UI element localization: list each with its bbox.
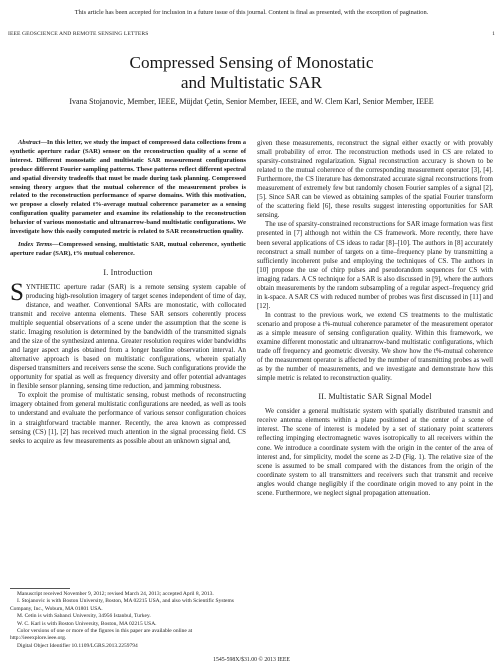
first-page-footnote [10,588,246,650]
intro-paragraph-1-text: YNTHETIC aperture radar (SAR) is a remote sensing system capable of producing high-resolution imagery of target scenes independent of time of day, distance, and weather. Conventional SARs are monostatic, with collocated transmit and receive antenna elements. These SAR sensors coherently process multiple sequential observations of a scene under the assumption that the scene is static. Imaging resolution is determined by the bandwidth of the transmitted signals and the size of the synthesized antenna. Greater resolution requires wider bandwidths and larger aspect angles obtained from a longer baseline observation interval. An alternative approach is based on multistatic configurations, wherein spatially dispersed transmitters and receivers sense the scene. Such configurations provide the opportunity for spatial as well as frequency diversity and offer potential advantages in flexible sensor planning, sensing time reduction, and jamming robustness. [10,283,246,391]
drop-cap: S [10,278,24,306]
right-column [257,139,493,498]
index-terms [10,241,246,259]
intro-paragraph-3: given these measurements, reconstruct the signal either exactly or with provably small probability of error. The reconstruction methods used in CS are related to sparsity-constrained regularization. Signal reconstruction accuracy is shown to be related to the mutual coherence of the corresponding measurement operator [3], [4]. Furthermore, the CS literature has demonstrated accurate signal reconstructions from measurement of extremely few but randomly chosen Fourier samples of a signal [2], [5]. Since SAR can be viewed as obtaining samples of the spatial Fourier transform of the scattering field [6], these results suggest interesting opportunities for SAR sensing. [257,140,493,220]
footnote-color-versions: Color versions of one or more of the figures in this paper are available online at http://ieeexplore.ieee.org. [10,628,193,642]
journal-name: IEEE GEOSCIENCE AND REMOTE SENSING LETTERS [8,31,149,37]
footnote-author-3: W. C. Karl is with Boston University, Boston, MA 02215 USA. [17,620,157,627]
signal-model-paragraph-1: We consider a general multistatic system with spatially distributed transmit and receive antenna elements within a plane positioned at the center of a scene of interest. The scene of interest is modeled by a set of stationary point scatterers reflecting impinging electromagnetic waves isotropically to all receivers within the cone. We introduce a coordinate system with the origin in the center of the area of interest and, for simplicity, model the scene as 2-D (Fig. 1). The relative size of the scene is assumed to be small compared with the distances from the origin of the coordinate system to all transmitters and receivers such that transmit and receive angles would change negligibly if the coordinate origin moved to any point in the scene. Furthermore, we neglect signal propagation attenuation. [257,408,493,497]
footnote-rule [10,588,70,589]
intro-paragraph-1 [10,278,246,392]
left-column [10,139,246,446]
abstract [10,139,246,237]
copyright-footer: 1545-598X/$31.00 © 2013 IEEE [213,657,290,663]
footnote-manuscript: Manuscript received November 9, 2012; revised March 24, 2013; accepted April 8, 2013. [17,591,214,597]
footnote-author-2: M. Cetin is with Sabanci University, 34956 Istanbul, Turkey. [17,613,151,620]
section-heading-introduction: I. Introduction [103,267,153,277]
page-number: 1 [492,31,495,37]
title-line-2: and Multistatic SAR [180,73,323,92]
section-heading-signal-model: II. Multistatic SAR Signal Model [318,392,432,402]
intro-paragraph-4: The use of sparsity-constrained reconstructions for SAR image formation was first presented in [7] although not within the CS framework. More recently, there have been several applications of CS ideas to radar [8]–[10]. The authors in [8] accurately reconstruct a small number of targets on a time–frequency plane by transmitting a sufficiently incoherent pulse and employing the techniques of CS. The authors in [10] propose the use of chirp pulses and pseudorandom sequences for CS with imaging radars. A CS technique for a SAR is also discussed in [9], where the authors obtain measurements by the random subsampling of a regular aspect–frequency grid in k-space. A SAR CS with reduced number of probes was first discussed in [11] and [12]. [257,221,493,310]
paper-title [0,53,503,93]
running-head [8,31,495,37]
intro-paragraph-2: To exploit the promise of multistatic sensing, robust methods of reconstructing imagery obtained from general multistatic configurations are needed, as well as tools to understand and evaluate the performance of various sensor configuration choices in a straightforward tractable manner. Recently, the area known as compressed sensing (CS) [1], [2] has received much attention in the signal processing field. CS seeks to acquire as few measurements as possible about an unknown signal and, [10,392,246,445]
title-line-1: Compressed Sensing of Monostatic [129,53,374,72]
footnote-author-1: I. Stojanovic is with Boston University, Boston, MA 02215 USA, and also with Scientific Systems Company, Inc., Woburn, MA 01801 USA. [10,598,234,612]
index-terms-text: —Compressed sensing, multistatic SAR, mutual coherence, synthetic aperture radar (SAR), t% mutual coherence. [10,240,247,257]
abstract-text: —In this letter, we study the impact of compressed data collections from a synthetic aperture radar (SAR) sensor on the reconstruction quality of a scene of interest. Different monostatic and multistatic SAR measurement configurations produce different Fourier sampling patterns. These patterns reflect different spectral and spatial diversity tradeoffs that must be made during task planning. Compressed sensing theory argues that the mutual coherence of the measurement probes is related to the reconstruction performance of sparse domains. With this motivation, we propose a closely related t%-average mutual coherence parameter as a sensing configuration quality parameter and examine its relationship to the reconstruction behavior of various monostatic and ultranarrow-band multistatic configurations. We investigate how this easily computed metric is related to SAR reconstruction quality. [10,139,246,236]
abstract-label: Abstract [18,139,41,146]
author-list: Ivana Stojanovic, Member, IEEE, Müjdat Çetin, Senior Member, IEEE, and W. Clem Karl, Senior Member, IEEE [69,97,434,106]
intro-paragraph-5: In contrast to the previous work, we extend CS treatments to the multistatic scenario and propose a t%-mutual coherence parameter of the measurement operator as a simple measure of sensing configuration quality. Within this framework, we examine different monostatic and ultranarrow-band multistatic configurations, which trade off frequency and geometric diversity. We show how the t%-mutual coherence of the measurement operator is affected by the number of transmitting probes as well as by the number of measurements, and we investigate and demonstrate how this simple metric is related to reconstruction quality. [257,311,493,383]
index-terms-label: Index Terms [18,240,53,248]
acceptance-notice: This article has been accepted for inclusion in a future issue of this journal. Content is final as presented, with the exception of pagination. [74,9,429,16]
footnote-doi: Digital Object Identifier 10.1109/LGRS.2013.2259794 [17,642,138,649]
